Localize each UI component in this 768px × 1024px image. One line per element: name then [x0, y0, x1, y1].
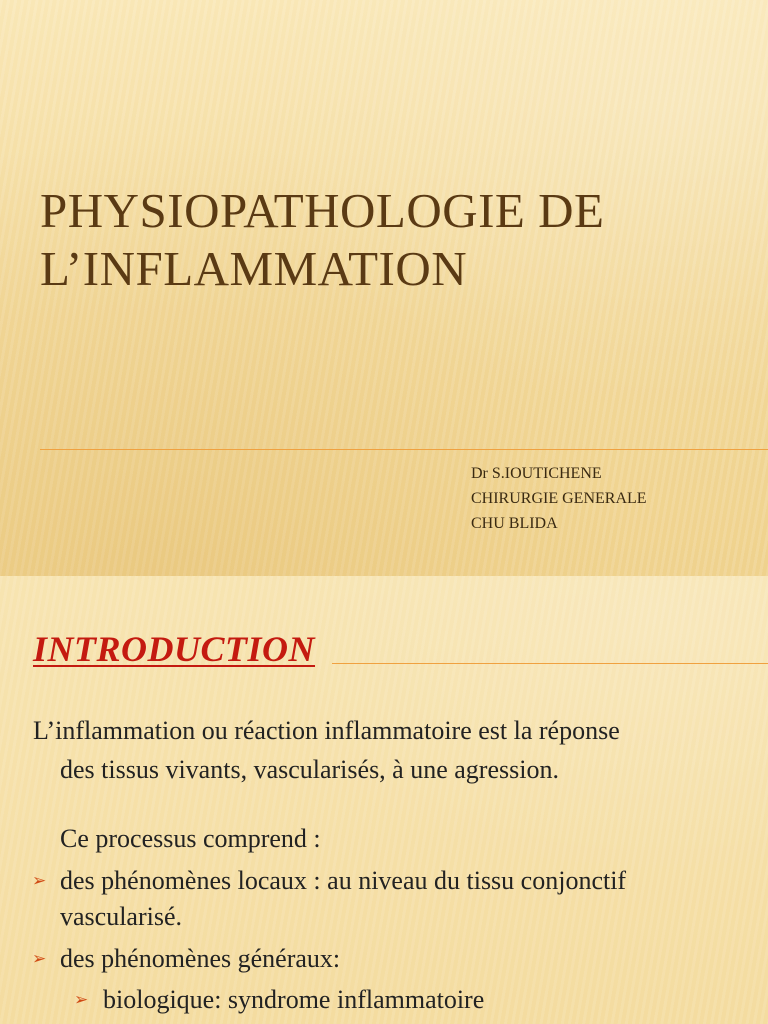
arrowhead-bullet-icon: ➢ — [32, 949, 47, 969]
introduction-slide — [0, 576, 768, 1024]
sub-bullet-1: biologique: syndrome inflammatoire — [103, 985, 485, 1014]
heading-divider — [332, 663, 768, 664]
arrowhead-bullet-icon: ➢ — [32, 871, 47, 891]
slide-title-line-1: PHYSIOPATHOLOGIE DE — [40, 183, 605, 238]
bullet-1-line-2: vascularisé. — [60, 902, 183, 931]
title-divider — [40, 449, 768, 450]
author-name: Dr S.IOUTICHENE — [471, 465, 602, 482]
slide-title — [40, 182, 740, 298]
slide-title-line-2: L’INFLAMMATION — [40, 241, 468, 296]
bullet-2-line-1: des phénomènes généraux: — [60, 944, 341, 973]
process-intro: Ce processus comprend : — [60, 824, 321, 853]
hospital-name: CHU BLIDA — [471, 515, 558, 532]
definition-line-1: L’inflammation ou réaction inflammatoire est la réponse — [33, 716, 620, 745]
arrowhead-bullet-icon: ➢ — [74, 990, 89, 1010]
department-name: CHIRURGIE GENERALE — [471, 490, 647, 507]
definition-line-2: des tissus vivants, vascularisés, à une agression. — [60, 755, 559, 784]
section-heading: INTRODUCTION — [33, 629, 316, 669]
bullet-1-line-1: des phénomènes locaux : au niveau du tissu conjonctif — [60, 866, 627, 895]
slide-subtitle — [471, 461, 647, 536]
